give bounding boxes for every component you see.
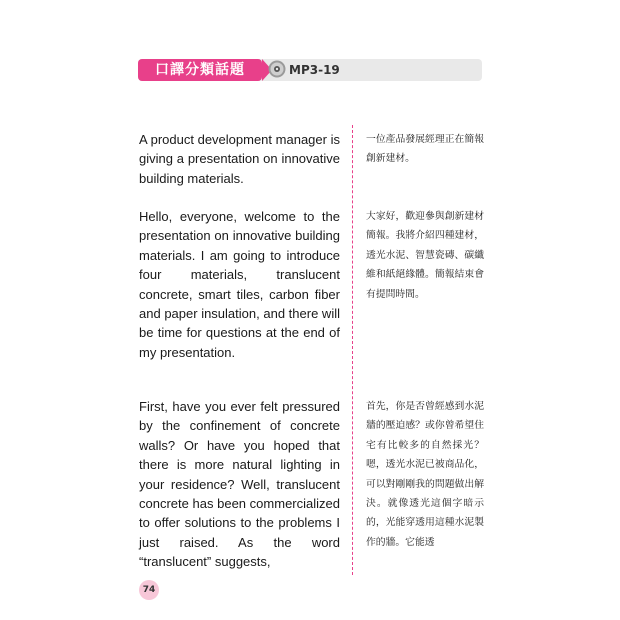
cd-icon	[268, 60, 286, 78]
audio-track-label: MP3-19	[289, 63, 340, 77]
english-paragraph-3: First, have you ever felt pressured by the confinement of concrete walls? Or have you hoped that there is more natural lighting in your residence? Well, translucent concrete has been commercialized to offer solutions to the problems I just raised. As the word “translucent” suggests,	[139, 399, 340, 570]
page-number: 74	[139, 580, 159, 600]
chinese-paragraph-1: 一位產品發展經理正在簡報創新建材。	[366, 134, 484, 165]
section-title-tag: 口譯分類話題	[138, 59, 262, 81]
chinese-paragraph-3: 首先，你是否曾經感到水泥牆的壓迫感？或你曾希望住宅有比較多的自然採光？嗯，透光水泥已被商品化，可以對剛剛我的問題做出解決。就像透光這個字暗示的，光能穿透用這種水泥製作的牆。它能透	[366, 401, 484, 548]
chinese-paragraph-2: 大家好，歡迎參與創新建材簡報。我將介紹四種建材，透光水泥、智慧瓷磚、碳纖維和紙絕緣體。簡報結束會有提問時間。	[366, 211, 484, 300]
english-paragraph-2: Hello, everyone, welcome to the presentation on innovative building materials. I am going to introduce four materials, translucent concrete, smart tiles, carbon fiber and paper insulation, and there will be time for questions at the end of my presentation.	[139, 209, 340, 360]
english-paragraph-1: A product development manager is giving a presentation on innovative building materials.	[139, 132, 340, 186]
column-divider	[352, 125, 353, 575]
